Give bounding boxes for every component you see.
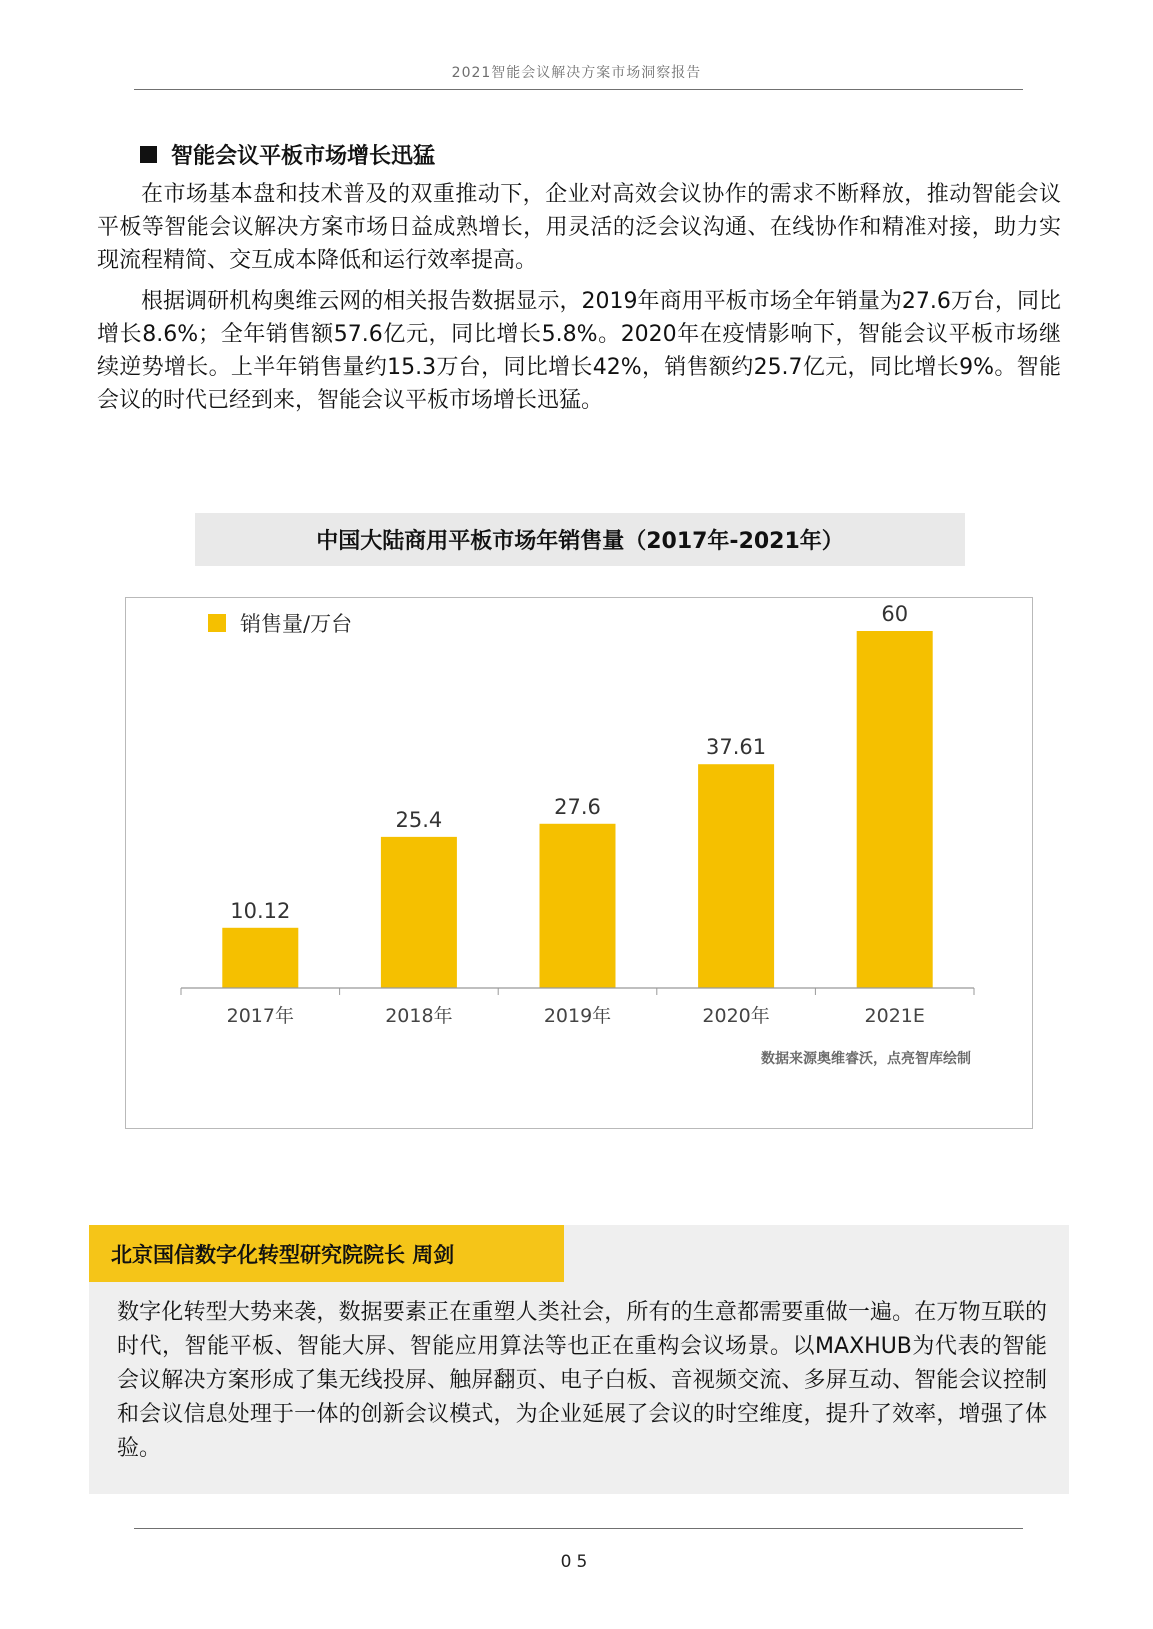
- x-tick-label: 2018年: [385, 1005, 453, 1027]
- x-tick-label: 2021E: [864, 1005, 925, 1027]
- page-number: 05: [560, 1552, 593, 1572]
- source-note: 数据来源奥维睿沃，点亮智库绘制: [761, 1051, 971, 1067]
- quote-text: 数字化转型大势来袭，数据要素正在重塑人类社会，所有的生意都需要重做一遍。在万物互联的时代，智能平板、智能大屏、智能应用算法等也正在重构会议场景。以MAXHUB为代表的智能会议解决方案形成了集无线投屏、触屏翻页、电子白板、音视频交流、多屏互动、智能会议控制和会议信息处理于一体的创新会议模式，为企业延展了会议的时空维度，提升了效率，增强了体验。: [117, 1300, 1047, 1461]
- data-label: 25.4: [395, 807, 443, 832]
- data-label: 37.61: [706, 735, 767, 760]
- x-tick-label: 2019年: [543, 1005, 612, 1027]
- paragraph-1: 在市场基本盘和技术普及的双重推动下，企业对高效会议协作的需求不断释放，推动智能会议平板等智能会议解决方案市场日益成熟增长，用灵活的泛会议沟通、在线协作和精准对接，助力实现流程精简、交互成本降低和运行效率提高。: [97, 182, 1061, 273]
- bar-chart: [125, 597, 1033, 1129]
- data-label: 27.6: [554, 794, 601, 819]
- footer-rule: [134, 1528, 1023, 1529]
- section-heading-text: 智能会议平板市场增长迅猛: [171, 144, 436, 169]
- bar: [222, 928, 298, 988]
- section-heading: [140, 139, 435, 170]
- bar: [698, 764, 774, 988]
- bar: [540, 824, 616, 988]
- legend-label: 销售量/万台: [240, 612, 353, 636]
- chart-title: 中国大陆商用平板市场年销售量（2017年-2021年）: [195, 513, 965, 566]
- running-header: 2021智能会议解决方案市场洞察报告: [451, 65, 702, 81]
- square-bullet-icon: [140, 146, 157, 163]
- bar: [381, 837, 457, 988]
- legend-swatch: [208, 614, 226, 632]
- bar-chart-svg: [126, 598, 1034, 1130]
- data-label: 10.12: [230, 898, 291, 923]
- x-tick-label: 2017年: [226, 1005, 294, 1027]
- paragraph-2: 根据调研机构奥维云网的相关报告数据显示，2019年商用平板市场全年销量为27.6万台，同比增长8.6%；全年销售额57.6亿元，同比增长5.8%。2020年在疫情影响下，智能会议平板市场继续逆势增长。上半年销售量约15.3万台，同比增长42%，销售额约25.7亿元，同比增长9%。智能会议的时代已经到来，智能会议平板市场增长迅猛。: [97, 289, 1061, 413]
- bar: [857, 631, 933, 988]
- header-rule: [134, 89, 1023, 90]
- quote-title: 北京国信数字化转型研究院院长 周剑: [89, 1225, 564, 1282]
- x-tick-label: 2020年: [702, 1005, 770, 1027]
- data-label: 60: [881, 602, 909, 626]
